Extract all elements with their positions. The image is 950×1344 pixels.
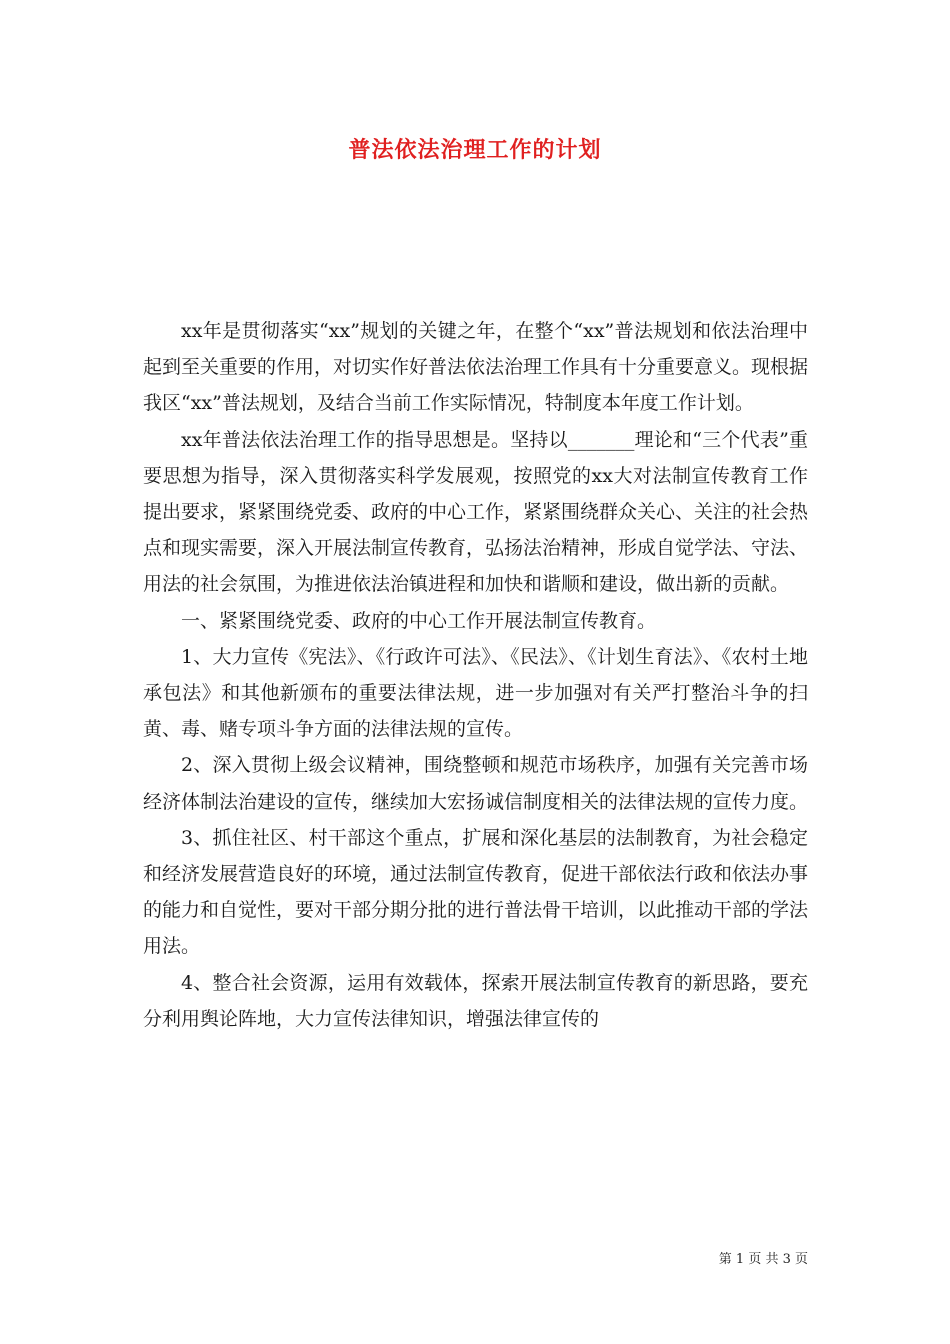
document-body bbox=[143, 313, 808, 1037]
paragraph-guiding-thought: xx年普法依法治理工作的指导思想是。坚持以_______理论和“三个代表”重要思想为指导，深入贯彻落实科学发展观，按照党的xx大对法制宣传教育工作提出要求，紧紧围绕党委、政府的中心工作，紧紧围绕群众关心、关注的社会热点和现实需要，深入开展法制宣传教育，弘扬法治精神，形成自觉学法、守法、用法的社会氛围，为推进依法治镇进程和加快和谐顺和建设，做出新的贡献。 bbox=[143, 428, 809, 596]
list-item-4: 4、整合社会资源，运用有效载体，探索开展法制宣传教育的新思路，要充分利用舆论阵地，大力宣传法律知识，增强法律宣传的 bbox=[143, 971, 808, 1030]
section-heading-1: 一、紧紧围绕党委、政府的中心工作开展法制宣传教育。 bbox=[181, 609, 657, 632]
list-item-3: 3、抓住社区、村干部这个重点，扩展和深化基层的法制教育，为社会稳定和经济发展营造良好的环境，通过法制宣传教育，促进干部依法行政和依法办事的能力和自觉性，要对干部分期分批的进行普法骨干培训，以此推动干部的学法用法。 bbox=[143, 826, 809, 958]
document-title: 普法依法治理工作的计划 bbox=[348, 137, 602, 163]
list-item-2: 2、深入贯彻上级会议精神，围绕整顿和规范市场秩序，加强有关完善市场经济体制法治建设的宣传，继续加大宏扬诚信制度相关的法律法规的宣传力度。 bbox=[143, 754, 809, 813]
page-number-label: 第 1 页 共 3 页 bbox=[718, 1252, 808, 1267]
paragraph-intro: xx年是贯彻落实“xx”规划的关键之年，在整个“xx”普法规划和依法治理中起到至关重要的作用，对切实作好普法依法治理工作具有十分重要意义。现根据我区“xx”普法规划，及结合当前工作实际情况，特制度本年度工作计划。 bbox=[143, 320, 809, 415]
list-item-1: 1、大力宣传《宪法》、《行政许可法》、《民法》、《计划生育法》、《农村土地承包法》和其他新颁布的重要法律法规，进一步加强对有关严打整治斗争的扫黄、毒、赌专项斗争方面的法律法规的宣传。 bbox=[143, 645, 808, 741]
page-number-footer bbox=[719, 1248, 808, 1267]
